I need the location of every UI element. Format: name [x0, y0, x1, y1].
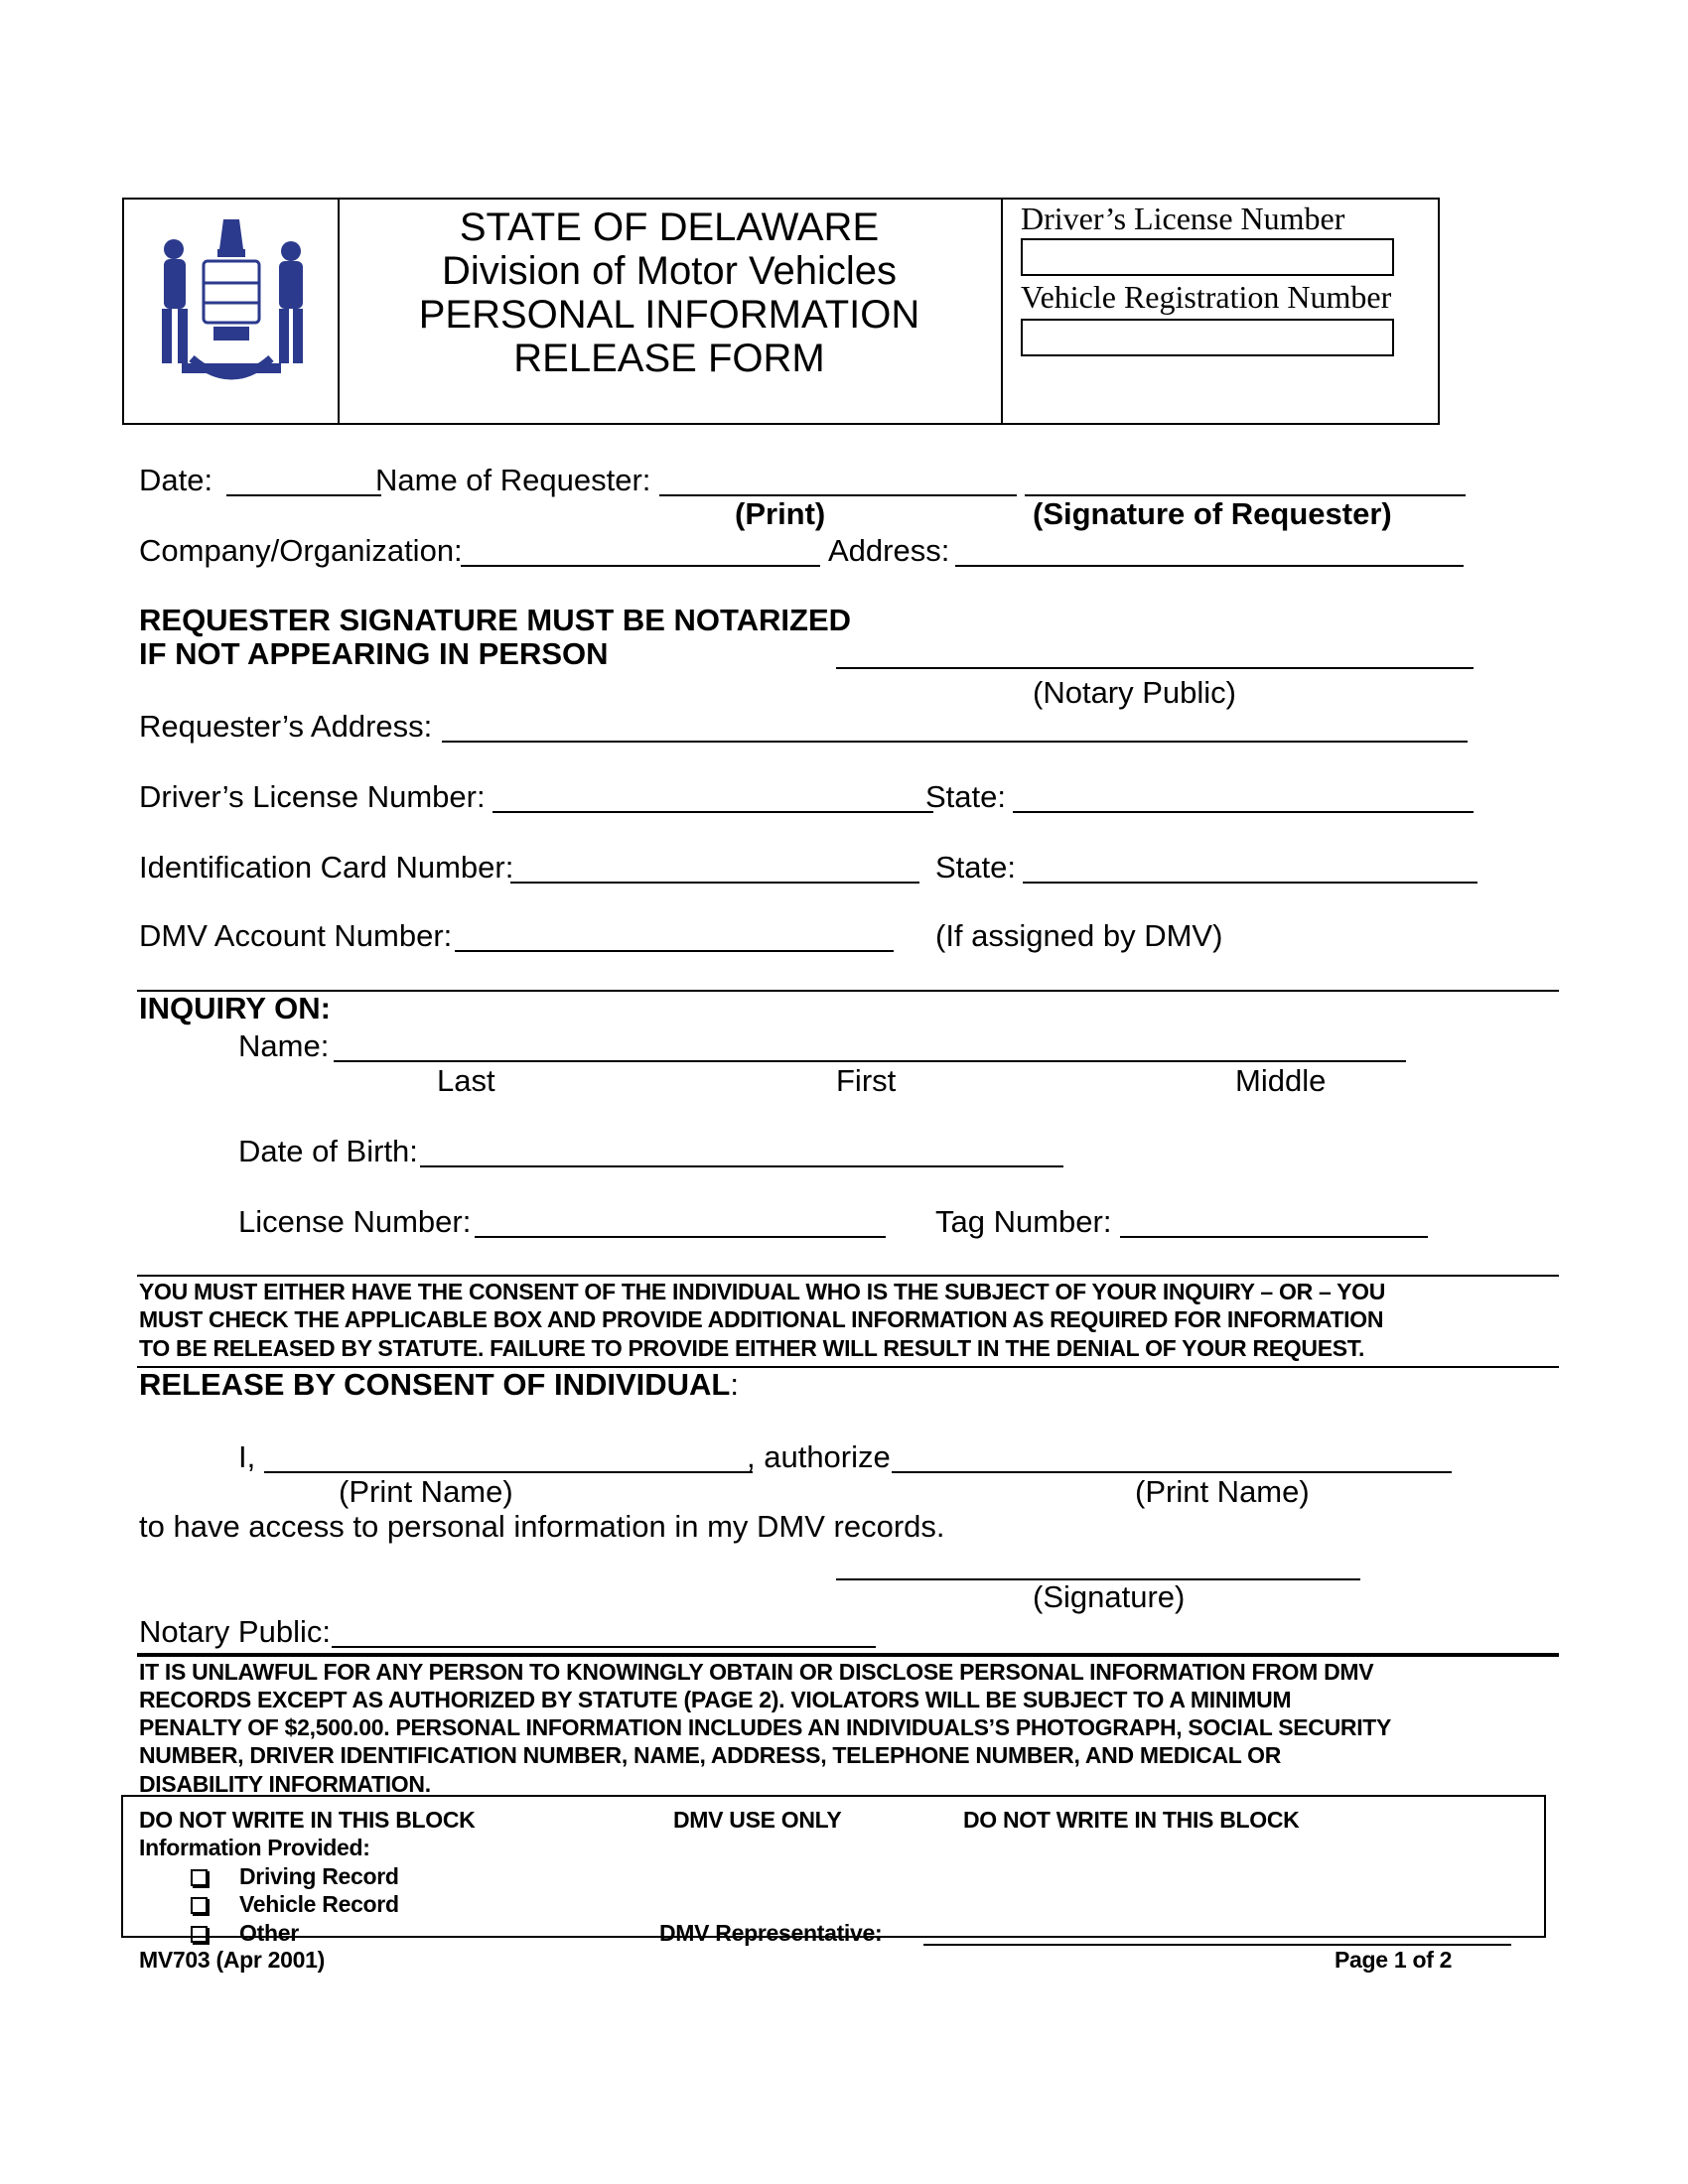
signature-of-requester-caption: (Signature of Requester) [1033, 496, 1392, 531]
requester-name-field[interactable] [659, 465, 1017, 496]
tag-field[interactable] [1120, 1206, 1428, 1238]
section-divider [137, 990, 1559, 992]
last-caption: Last [437, 1063, 495, 1098]
requester-address-field[interactable] [442, 711, 1468, 743]
requester-name-label: Name of Requester: [375, 463, 651, 497]
print-caption: (Print) [735, 496, 826, 531]
signature-caption: (Signature) [1033, 1579, 1186, 1614]
option-label: Vehicle Record [239, 1891, 399, 1917]
title-state: STATE OF DELAWARE [459, 205, 880, 249]
id-card-label: Identification Card Number: [139, 850, 514, 885]
delaware-seal-logo [132, 209, 331, 408]
seal-cell [124, 200, 340, 423]
title-form-type: RELEASE FORM [513, 337, 825, 380]
do-not-write-left: DO NOT WRITE IN THIS BLOCK [139, 1807, 476, 1833]
unlawful-notice-line-5: DISABILITY INFORMATION. [139, 1771, 431, 1797]
requester-signature-field[interactable] [1025, 465, 1466, 496]
form-id: MV703 (Apr 2001) [139, 1947, 325, 1973]
option-driving-record[interactable] [191, 1863, 399, 1890]
inquiry-name-label: Name: [238, 1028, 330, 1063]
license-label: License Number: [238, 1204, 472, 1239]
header-dl-label: Driver’s License Number [1021, 201, 1345, 236]
authorize-label: , authorize [747, 1439, 891, 1474]
checkbox-icon[interactable] [191, 1869, 208, 1886]
id-state-field[interactable] [1023, 852, 1477, 884]
notary-signature-field[interactable] [836, 637, 1474, 669]
checkbox-icon[interactable] [191, 1897, 208, 1914]
company-label: Company/Organization: [139, 533, 463, 568]
notary-public-caption: (Notary Public) [1033, 675, 1236, 710]
header-dl-field[interactable] [1021, 238, 1394, 276]
authorized-person-field[interactable] [892, 1441, 1452, 1473]
release-heading-colon: : [730, 1367, 739, 1402]
dmv-account-note: (If assigned by DMV) [935, 918, 1223, 953]
info-provided-label: Information Provided: [139, 1835, 370, 1860]
address-field[interactable] [955, 535, 1464, 567]
middle-caption: Middle [1235, 1063, 1327, 1098]
option-vehicle-record[interactable] [191, 1891, 399, 1918]
tag-label: Tag Number: [935, 1204, 1112, 1239]
checkbox-icon[interactable] [191, 1926, 208, 1943]
dob-field[interactable] [420, 1136, 1063, 1167]
id-state-label: State: [935, 850, 1016, 885]
address-label: Address: [828, 533, 950, 568]
date-field[interactable] [226, 465, 381, 496]
section-divider [137, 1275, 1559, 1277]
option-other[interactable] [191, 1920, 299, 1947]
unlawful-notice-line-4: NUMBER, DRIVER IDENTIFICATION NUMBER, NAME, ADDRESS, TELEPHONE NUMBER, AND MEDICAL OR [139, 1742, 1282, 1768]
dmv-representative-field[interactable] [923, 1918, 1511, 1946]
unlawful-notice-line-3: PENALTY OF $2,500.00. PERSONAL INFORMATION INCLUDES AN INDIVIDUALS’S PHOTOGRAPH, SOCIAL SECURITY [139, 1714, 1392, 1740]
release-heading: RELEASE BY CONSENT OF INDIVIDUAL [139, 1367, 731, 1402]
release-notary-field[interactable] [332, 1616, 876, 1648]
header-vehicle-reg-field[interactable] [1021, 319, 1394, 356]
dmv-use-only-label: DMV USE ONLY [673, 1807, 842, 1833]
title-form-name: PERSONAL INFORMATION [418, 293, 920, 337]
consenting-individual-field[interactable] [264, 1441, 753, 1473]
inquiry-heading: INQUIRY ON: [139, 991, 331, 1025]
option-label: Driving Record [239, 1863, 399, 1889]
id-card-field[interactable] [510, 852, 919, 884]
do-not-write-right: DO NOT WRITE IN THIS BLOCK [963, 1807, 1300, 1833]
print-name-caption-left: (Print Name) [339, 1474, 513, 1509]
notarized-line-1: REQUESTER SIGNATURE MUST BE NOTARIZED [139, 603, 852, 637]
unlawful-notice-line-2: RECORDS EXCEPT AS AUTHORIZED BY STATUTE (PAGE 2). VIOLATORS WILL BE SUBJECT TO A MINIMUM [139, 1687, 1292, 1712]
notarized-line-2: IF NOT APPEARING IN PERSON [139, 636, 609, 671]
dob-label: Date of Birth: [238, 1134, 418, 1168]
dmv-account-field[interactable] [455, 920, 894, 952]
dl-number-field[interactable] [492, 781, 933, 813]
individual-signature-field[interactable] [836, 1549, 1360, 1580]
consent-notice-line-2: MUST CHECK THE APPLICABLE BOX AND PROVIDE ADDITIONAL INFORMATION AS REQUIRED FOR INFORMATION [139, 1306, 1384, 1332]
dmv-representative-label: DMV Representative: [659, 1920, 883, 1946]
access-text: to have access to personal information in my DMV records. [139, 1509, 945, 1544]
title-cell [338, 200, 1003, 423]
company-field[interactable] [461, 535, 820, 567]
section-divider [137, 1653, 1559, 1657]
title-division: Division of Motor Vehicles [442, 249, 897, 293]
print-name-caption-right: (Print Name) [1135, 1474, 1310, 1509]
option-label: Other [239, 1920, 299, 1946]
header-vehicle-reg-label: Vehicle Registration Number [1021, 279, 1392, 315]
consent-notice-line-1: YOU MUST EITHER HAVE THE CONSENT OF THE INDIVIDUAL WHO IS THE SUBJECT OF YOUR INQUIRY – OR – YOU [139, 1279, 1386, 1304]
dl-state-label: State: [925, 779, 1006, 814]
i-label: I, [238, 1439, 256, 1474]
dl-number-label: Driver’s License Number: [139, 779, 486, 814]
dl-state-field[interactable] [1013, 781, 1474, 813]
license-field[interactable] [475, 1206, 886, 1238]
requester-address-label: Requester’s Address: [139, 709, 433, 744]
first-caption: First [836, 1063, 897, 1098]
release-notary-label: Notary Public: [139, 1614, 331, 1649]
consent-notice-line-3: TO BE RELEASED BY STATUTE. FAILURE TO PROVIDE EITHER WILL RESULT IN THE DENIAL OF YOUR REQUEST. [139, 1335, 1365, 1361]
release-heading-row [139, 1367, 739, 1403]
inquiry-name-field[interactable] [334, 1030, 1406, 1062]
date-label: Date: [139, 463, 213, 497]
dmv-account-label: DMV Account Number: [139, 918, 453, 953]
page-number: Page 1 of 2 [1335, 1947, 1453, 1973]
unlawful-notice-line-1: IT IS UNLAWFUL FOR ANY PERSON TO KNOWINGLY OBTAIN OR DISCLOSE PERSONAL INFORMATION FROM DMV [139, 1659, 1374, 1685]
